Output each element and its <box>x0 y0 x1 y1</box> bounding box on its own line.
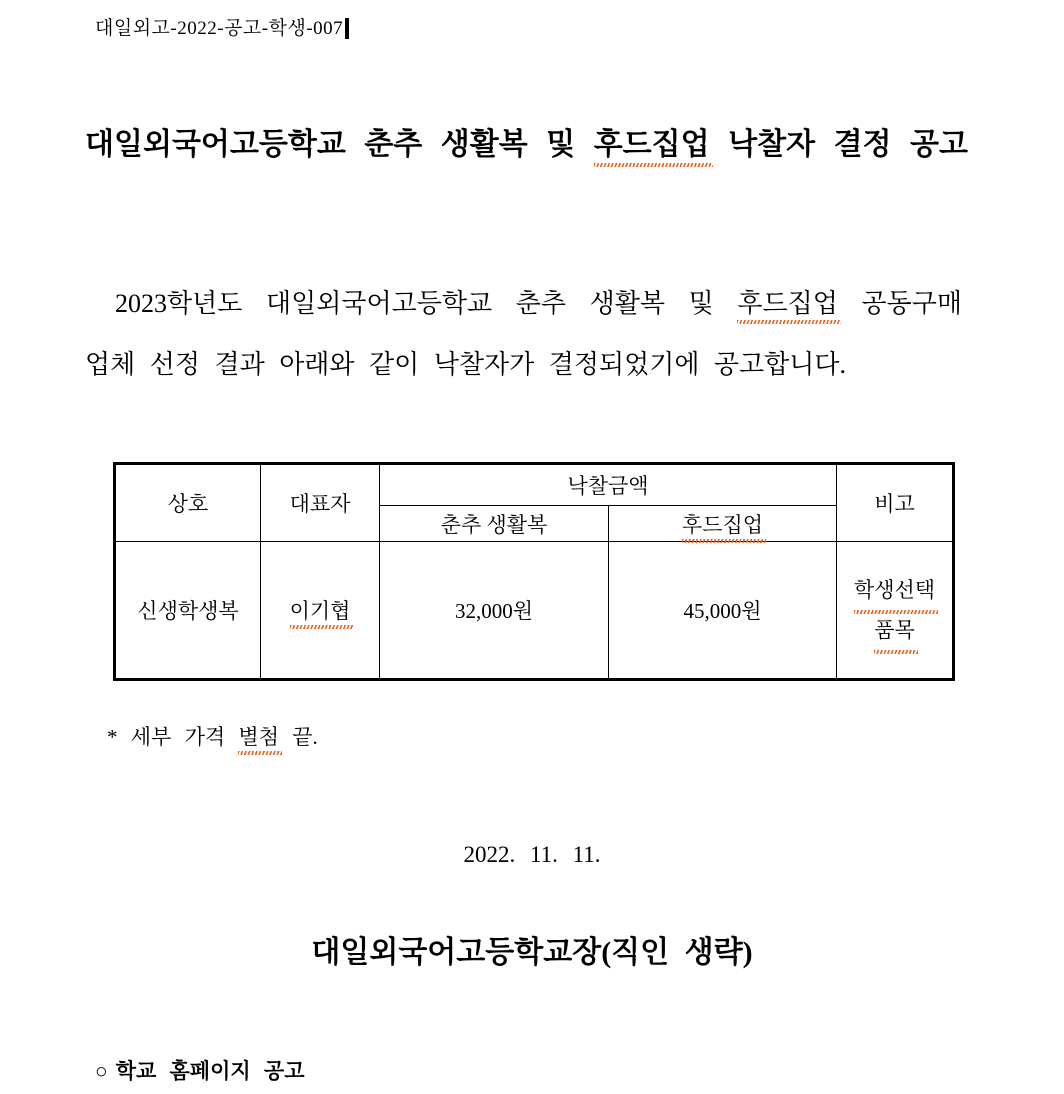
bid-result-table <box>113 462 955 681</box>
table-row <box>115 542 954 680</box>
representative-misspelled: 이기협 <box>290 595 351 625</box>
cell-price-casual: 32,000원 <box>380 542 609 680</box>
remark-misspelled-2: 품목 <box>874 610 915 650</box>
cell-price-hoodie: 45,000원 <box>609 542 837 680</box>
header-cell-representative: 대표자 <box>261 464 380 542</box>
signer-line: 대일외국어고등학교장(직인 생략) <box>311 936 753 969</box>
body-line1-part2: 공동구매 <box>861 289 963 318</box>
remark-line-2 <box>837 610 952 650</box>
remark-line-1 <box>837 570 952 610</box>
posting-method-line <box>95 1055 304 1085</box>
note-part2: 끝. <box>292 725 318 749</box>
note-part1: 세부 가격 <box>130 725 226 749</box>
doc-reference-text: 대일외고-2022-공고-학생-007 <box>95 18 344 39</box>
body-misspelled-word: 후드집업 <box>737 283 837 320</box>
header-cell-hoodie <box>609 506 837 542</box>
body-paragraph-line2: 업체 선정 결과 아래와 같이 낙찰자가 결정되었기에 공고합니다. <box>85 350 847 379</box>
posting-method-text: 학교 홈페이지 공고 <box>115 1059 305 1083</box>
circle-bullet-icon: ○ <box>95 1059 108 1083</box>
header-hoodie-misspelled: 후드집업 <box>682 509 763 539</box>
document-title <box>85 119 968 163</box>
title-part2: 낙찰자 결정 공고 <box>728 128 968 161</box>
note-misspelled-word: 별첨 <box>238 721 279 751</box>
header-cell-company: 상호 <box>115 464 261 542</box>
table-header-row-1 <box>115 464 954 506</box>
text-cursor <box>345 18 349 39</box>
cell-company: 신생학생복 <box>115 542 261 680</box>
header-cell-remark: 비고 <box>837 464 954 542</box>
attachment-note <box>107 721 318 751</box>
cell-remark <box>837 542 954 680</box>
title-part1: 대일외국어고등학교 춘추 생활복 및 <box>85 128 576 161</box>
remark-misspelled-1: 학생선택 <box>854 570 935 610</box>
header-cell-bid-amount: 낙찰금액 <box>380 464 837 506</box>
body-paragraph-line1 <box>85 283 962 320</box>
doc-reference-number <box>95 13 349 40</box>
announcement-date: 2022. 11. 11. <box>463 842 601 867</box>
title-misspelled-word: 후드집업 <box>594 119 710 163</box>
note-marker: * <box>107 725 118 749</box>
header-cell-casual-wear: 춘추 생활복 <box>380 506 609 542</box>
cell-representative <box>261 542 380 680</box>
body-line1-part1: 2023학년도 대일외국어고등학교 춘추 생활복 및 <box>115 289 714 318</box>
